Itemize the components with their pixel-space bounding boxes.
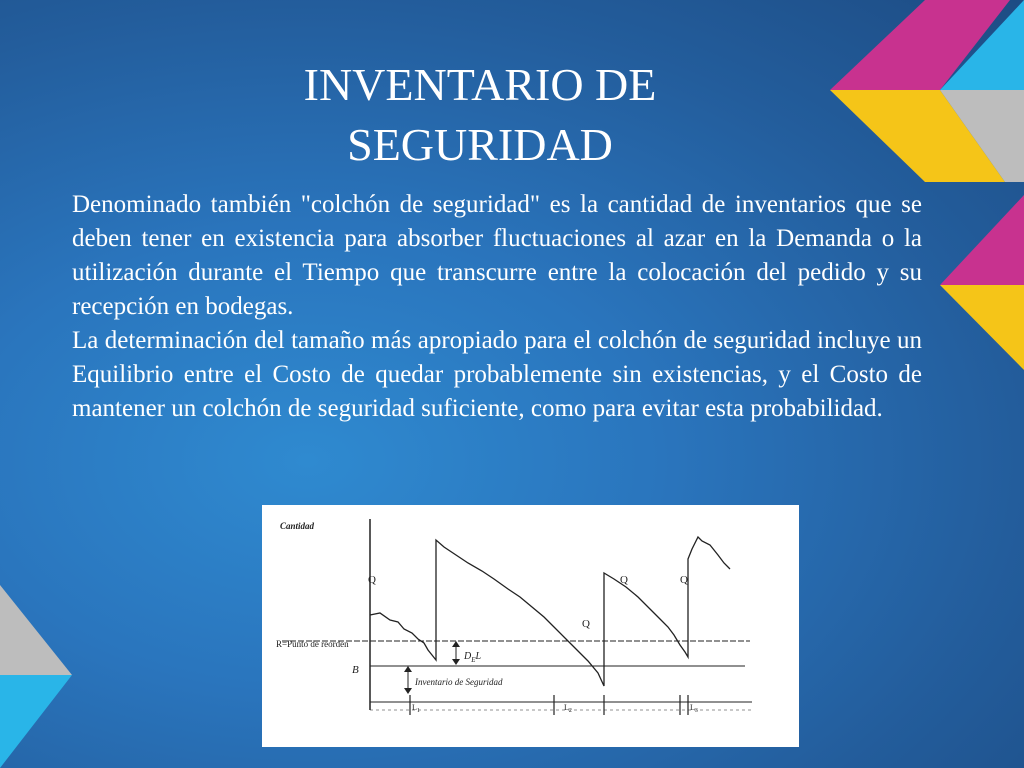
demand-label: $D_EL$ bbox=[464, 651, 482, 664]
safety-stock-label: Inventario de Seguridad bbox=[415, 677, 503, 687]
paragraph-definition: Denominado también "colchón de seguridad" es la cantidad de inventarios que se deben tener en existencia para absorber fluctuaciones al azar en la Demanda o la utilización durante el Tiempo que transcurre entre la colocación del pedido y su recepción en bodegas. bbox=[72, 191, 922, 320]
yellow-right-shape bbox=[940, 285, 1024, 370]
lead-label-1: $L_1$ bbox=[412, 703, 420, 714]
cyan-left-shape bbox=[0, 675, 72, 768]
slide-body bbox=[72, 188, 922, 426]
magenta-right-shape bbox=[940, 195, 1024, 285]
reorder-label: R=Punto de reorden bbox=[276, 639, 349, 649]
title-line-2: SEGURIDAD bbox=[347, 119, 613, 170]
demand-arrow-head-up bbox=[452, 641, 460, 647]
demand-arrow-head-down bbox=[452, 659, 460, 665]
paragraph-determination: La determinación del tamaño más apropiado para el colchón de seguridad incluye un Equilibrio entre el Costo de quedar probablemente sin existencias, y el Costo de mantener un colchón de seguridad suficiente, como para evitar esta probabilidad. bbox=[72, 327, 922, 422]
safety-arrow-head-up bbox=[404, 666, 412, 672]
lead-label-3: $L_3$ bbox=[690, 703, 698, 714]
q-label-4: Q bbox=[680, 574, 688, 586]
safety-arrow-head-down bbox=[404, 688, 412, 694]
y-axis-label: Cantidad bbox=[280, 521, 315, 531]
q-label-1: Q bbox=[368, 574, 376, 586]
diagram-svg bbox=[262, 505, 799, 747]
title-line-1: INVENTARIO DE bbox=[303, 59, 657, 110]
b-label: B bbox=[352, 664, 359, 676]
q-label-3: Q bbox=[620, 574, 628, 586]
inventory-curve bbox=[370, 537, 730, 686]
slide-title bbox=[0, 55, 960, 175]
safety-stock-diagram bbox=[262, 505, 799, 747]
q-label-2: Q bbox=[582, 618, 590, 630]
gray-left-shape bbox=[0, 585, 72, 675]
lead-label-2: $L_2$ bbox=[564, 703, 572, 714]
